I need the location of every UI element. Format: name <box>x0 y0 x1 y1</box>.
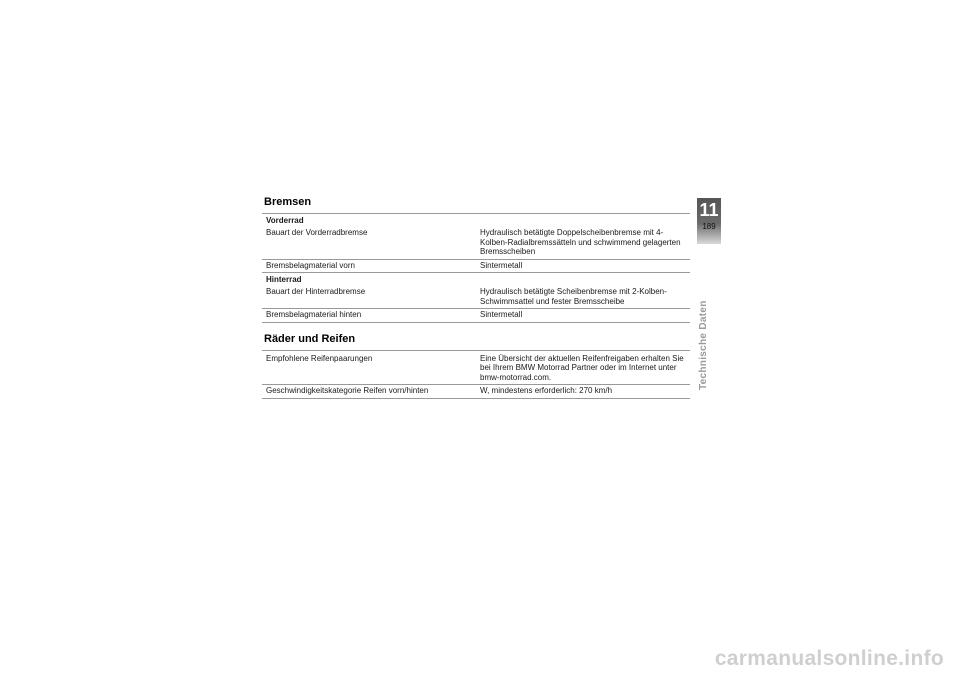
front-brake-table <box>262 227 690 273</box>
row-value: Hydraulisch betätigte Scheibenbremse mit 2-Kolben-Schwimmsattel und fester Bremsscheibe <box>480 287 667 306</box>
section-title-wheels: Räder und Reifen <box>264 332 356 345</box>
row-label: Geschwindigkeitskategorie Reifen vorn/hinten <box>266 386 429 395</box>
row-value: Sintermetall <box>480 260 523 270</box>
sub-heading-rear-wheel: Hinterrad <box>266 275 302 284</box>
row-label: Bremsbelagmaterial hinten <box>266 310 362 319</box>
table-row <box>262 350 690 386</box>
page-number: 189 <box>702 222 716 231</box>
rear-brake-table <box>262 286 690 323</box>
row-value: Hydraulisch betätigte Doppelscheibenbremse mit 4-Kolben-Radialbremssätteln und schwimmend gelagerten Bremsscheiben <box>480 228 681 256</box>
sub-heading-front-wheel: Vorderrad <box>262 213 690 227</box>
row-value: W, mindestens erforderlich: 270 km/h <box>480 386 613 395</box>
row-label: Empfohlene Reifenpaarungen <box>266 353 373 363</box>
row-label: Bauart der Hinterradbremse <box>266 287 366 296</box>
watermark: carmanualsonline.info <box>714 647 944 670</box>
wheels-table <box>262 350 690 399</box>
row-value: Eine Übersicht der aktuellen Reifenfreigaben erhalten Sie bei Ihrem BMW Motorrad Partner oder im Internet unter bmw-motorrad.com. <box>480 353 684 382</box>
table-row <box>262 260 690 274</box>
row-value: Sintermetall <box>480 310 523 319</box>
table-row <box>262 286 690 309</box>
chapter-title: Technische Daten <box>698 300 709 390</box>
row-label: Bremsbelagmaterial vorn <box>266 260 355 270</box>
chapter-tab <box>697 198 721 244</box>
chapter-number: 11 <box>699 200 719 220</box>
page-content <box>262 196 690 407</box>
row-label: Bauart der Vorderradbremse <box>266 228 368 237</box>
table-row <box>262 385 690 399</box>
table-row <box>262 227 690 260</box>
section-title-brakes: Bremsen <box>264 196 312 208</box>
table-row <box>262 309 690 323</box>
